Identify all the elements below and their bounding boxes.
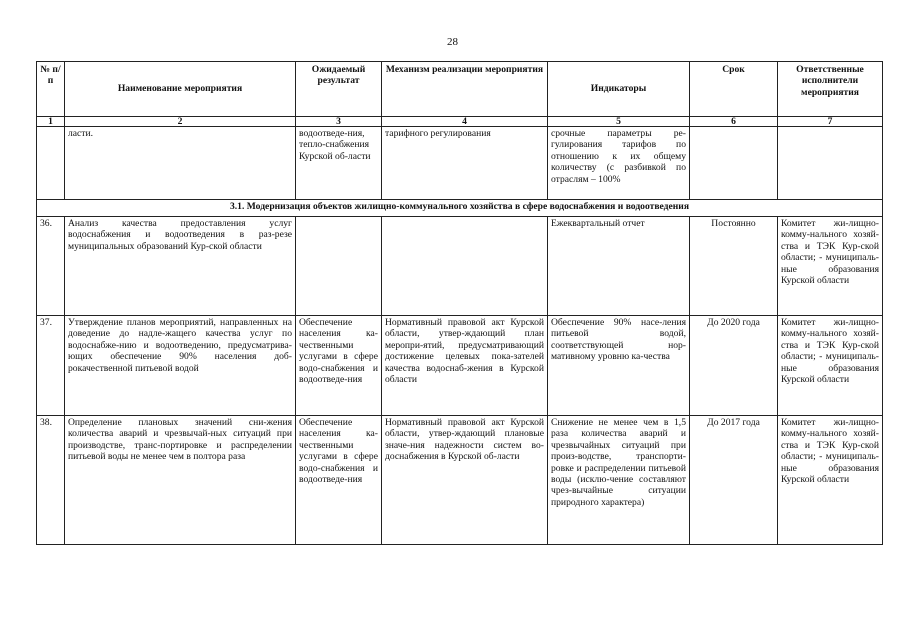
page-number: 28 <box>447 36 458 48</box>
measures-table <box>36 61 883 545</box>
continuation-row <box>37 127 883 200</box>
cell-name: Утверждение планов мероприятий, направленных на доведение до надле-жащего качества услуг по водоснабже-нию и водоотведению, предусматрива-ющих обеспечение 90% населения доб-рокачественной питьевой водой <box>65 316 296 416</box>
header-result: Ожидаемый результат <box>296 62 382 117</box>
cell-indicators: Снижение не менее чем в 1,5 раза количества аварий и чрезвычайных ситуаций при произ-водстве, транспорти-ровке и распределении питьевой воды (исклю-чение составляют чрез-вычайные ситуации природного характера) <box>548 416 690 545</box>
cell-result: Обеспечение населения ка-чественными услугами в сфере водо-снабжения и водоотведе-ния <box>296 416 382 545</box>
table-row <box>37 217 883 316</box>
cell-result <box>296 217 382 316</box>
header-num: № п/п <box>37 62 65 117</box>
column-number: 2 <box>65 117 296 127</box>
cell-responsible <box>778 127 883 200</box>
column-number: 5 <box>548 117 690 127</box>
cell-num: 37. <box>37 316 65 416</box>
cell-term: До 2020 года <box>690 316 778 416</box>
cell-num: 36. <box>37 217 65 316</box>
cell-name: Анализ качества предоставления услуг водоснабжения и водоотведения в раз-резе муниципальных образований Кур-ской области <box>65 217 296 316</box>
column-number: 3 <box>296 117 382 127</box>
cell-mechanism: Нормативный правовой акт Курской области, утвер-ждающий плановые значе-ния надежности систем во-доснабжения в Курской об-ласти <box>382 416 548 545</box>
cell-indicators: Обеспечение 90% насе-ления питьевой водой, соответствующей нор-мативному уровню ка-чества <box>548 316 690 416</box>
cell-name: ласти. <box>65 127 296 200</box>
cell-term <box>690 127 778 200</box>
header-responsible: Ответственные исполнители мероприятия <box>778 62 883 117</box>
header-indicators: Индикаторы <box>548 62 690 117</box>
cell-responsible: Комитет жи-лищно-комму-нального хозяй-ства и ТЭК Кур-ской области; - муниципаль-ные образования Курской области <box>778 217 883 316</box>
column-number: 7 <box>778 117 883 127</box>
table-row <box>37 416 883 545</box>
cell-name: Определение плановых значений сни-жения количества аварий и чрезвычай-ных ситуаций при производстве, транс-портировке и распределении питьевой воды не менее чем в полтора раза <box>65 416 296 545</box>
table-row <box>37 316 883 416</box>
cell-mechanism: Нормативный правовой акт Курской области, утвер-ждающий план меропри-ятий, предусматривающий достижение целевых пока-зателей качества водоснаб-жения в Курской области <box>382 316 548 416</box>
column-number: 6 <box>690 117 778 127</box>
cell-indicators: Ежеквартальный отчет <box>548 217 690 316</box>
section-row <box>37 200 883 217</box>
cell-mechanism <box>382 217 548 316</box>
cell-result: водоотведе-ния, тепло-снабжения Курской об-ласти <box>296 127 382 200</box>
column-number: 4 <box>382 117 548 127</box>
column-number: 1 <box>37 117 65 127</box>
cell-indicators: срочные параметры ре-гулирования тарифов по отношению к их общему количеству (с разбивкой по отраслям – 100% <box>548 127 690 200</box>
cell-mechanism: тарифного регулирования <box>382 127 548 200</box>
cell-num <box>37 127 65 200</box>
cell-responsible: Комитет жи-лищно-комму-нального хозяй-ства и ТЭК Кур-ской области; - муниципаль-ные образования Курской области <box>778 416 883 545</box>
cell-term: До 2017 года <box>690 416 778 545</box>
header-term: Срок <box>690 62 778 117</box>
header-mechanism: Механизм реализации мероприятия <box>382 62 548 117</box>
header-name: Наименование мероприятия <box>65 62 296 117</box>
cell-responsible: Комитет жи-лищно-комму-нального хозяй-ства и ТЭК Кур-ской области; - муниципаль-ные образования Курской области <box>778 316 883 416</box>
cell-result: Обеспечение населения ка-чественными услугами в сфере водо-снабжения и водоотведе-ния <box>296 316 382 416</box>
section-title: 3.1. Модернизация объектов жилищно-коммунального хозяйства в сфере водоснабжения и водоотведения <box>37 200 883 217</box>
cell-term: Постоянно <box>690 217 778 316</box>
table-header-row <box>37 62 883 117</box>
column-number-row <box>37 117 883 127</box>
cell-num: 38. <box>37 416 65 545</box>
